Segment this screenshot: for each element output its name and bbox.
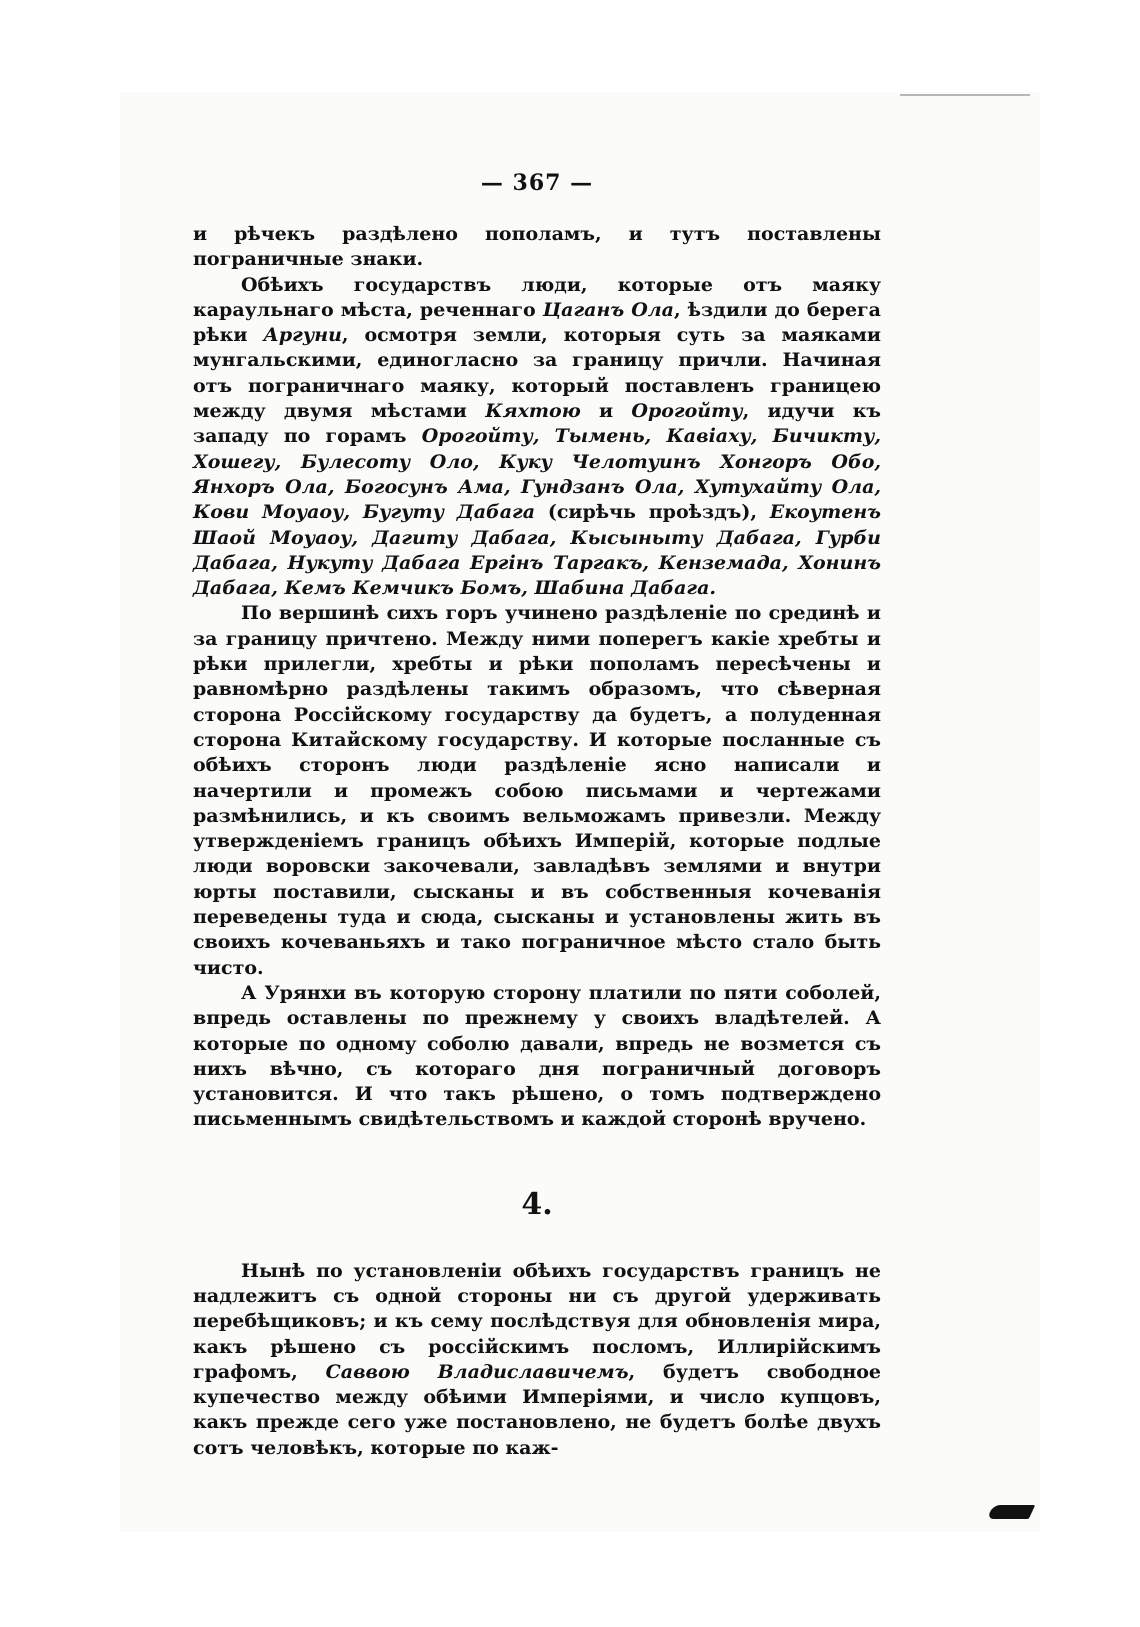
- text-run: , идучи къ западу по горамъ: [193, 400, 881, 448]
- italic-run: Орогойту, Тымень, Кавіаху, Бичикту, Хошегу, Булесоту Оло, Куку Челотуинъ Хонгоръ Обо, Янхоръ Ола, Богосунъ Ама, Гундзанъ Ола, Хутухайту Ола, Кови Моуаоу, Бугуту Дабага: [193, 425, 881, 524]
- paragraph: [193, 601, 881, 980]
- text-run: Нынѣ по установленіи обѣихъ государствъ границъ не надлежитъ съ одной стороны ни съ другой удерживать перебѣщиковъ; и къ сему послѣдствуя для обновленія мира, какъ рѣшено съ россійскимъ посломъ, Иллирійскимъ графомъ,: [193, 1259, 881, 1383]
- text-run: (сирѣчь проѣздъ),: [535, 501, 770, 524]
- page-corner-mark: [987, 1505, 1036, 1519]
- italic-run: Кяхтою: [485, 400, 581, 423]
- page-number: — 367 —: [480, 170, 594, 196]
- section-number: 4.: [521, 1186, 553, 1222]
- italic-run: Цаганъ Ола: [542, 298, 674, 321]
- text-run: , будетъ свободное купечество между обѣими Имперіями, и число купцовъ, какъ прежде сего уже постановлено, не будетъ болѣе двухъ сотъ человѣкъ, которые по каж-: [193, 1360, 881, 1459]
- paragraph: [193, 273, 881, 602]
- paragraph: [193, 222, 881, 273]
- italic-run: Саввою Владиславичемъ: [325, 1360, 629, 1383]
- text-run: Обѣихъ государствъ люди, которые отъ маяку караульнаго мѣста, реченнаго: [193, 273, 881, 321]
- text-run: и рѣчекъ раздѣлено пополамъ, и тутъ поставлены пограничные знаки.: [193, 223, 881, 271]
- scan-edge-rule: [900, 94, 1030, 96]
- paragraph: [193, 1259, 881, 1461]
- text-run: и: [580, 400, 632, 423]
- text-run: , ѣздили до берега рѣки: [193, 298, 881, 347]
- text-run: А Урянхи въ которую сторону платили по пяти соболей, впредь оставлены по прежнему у своихъ владѣтелей. А которые по одному соболю давали, впредь не возмется съ нихъ вѣчно, съ котораго дня пограничный договоръ установится. И что такъ рѣшено, о томъ подтверждено письменнымъ свидѣтельствомъ и каждой сторонѣ вручено.: [193, 981, 881, 1131]
- italic-run: Екоутенъ Шаой Моуаоу, Дагиту Дабага, Кысыныту Дабага, Гурби Дабага, Нукуту Дабага Ергінъ Таргакъ, Кенземада, Хонинъ Дабага, Кемъ Кемчикъ Бомъ, Шабина Дабага.: [193, 501, 881, 600]
- text-run: По вершинѣ сихъ горъ учинено раздѣленіе по срединѣ и за границу причтено. Между ними поперегъ какіе хребты и рѣки прилегли, хребты и рѣки пополамъ пересѣчены и равномѣрно раздѣлены такимъ образомъ, что сѣверная сторона Россійскому государству да будетъ, а полуденная сторона Китайскому государству. И которые посланные съ обѣихъ сторонъ люди раздѣленіе ясно написали и начертили и промежъ собою письмами и чертежами размѣнились, и къ своимъ вельможамъ привезли. Между утвержденіемъ границъ обѣихъ Имперій, которые подлые люди воровски закочевали, завладѣвъ землями и внутри юрты поставили, сысканы и въ собственныя кочеванія переведены туда и сюда, сысканы и установлены жить въ своихъ кочеваньяхъ и тако пограничное мѣсто стало быть чисто.: [193, 602, 881, 979]
- italic-run: Орогойту: [631, 400, 743, 423]
- paragraph: [193, 981, 881, 1133]
- text-run: , осмотря земли, которыя суть за маяками мунгальскими, единогласно за границу причли. Начиная отъ пограничнаго маяку, который поставленъ границею между двумя мѣстами: [193, 324, 881, 423]
- text-block: [193, 168, 881, 1461]
- italic-run: Аргуни: [263, 324, 342, 347]
